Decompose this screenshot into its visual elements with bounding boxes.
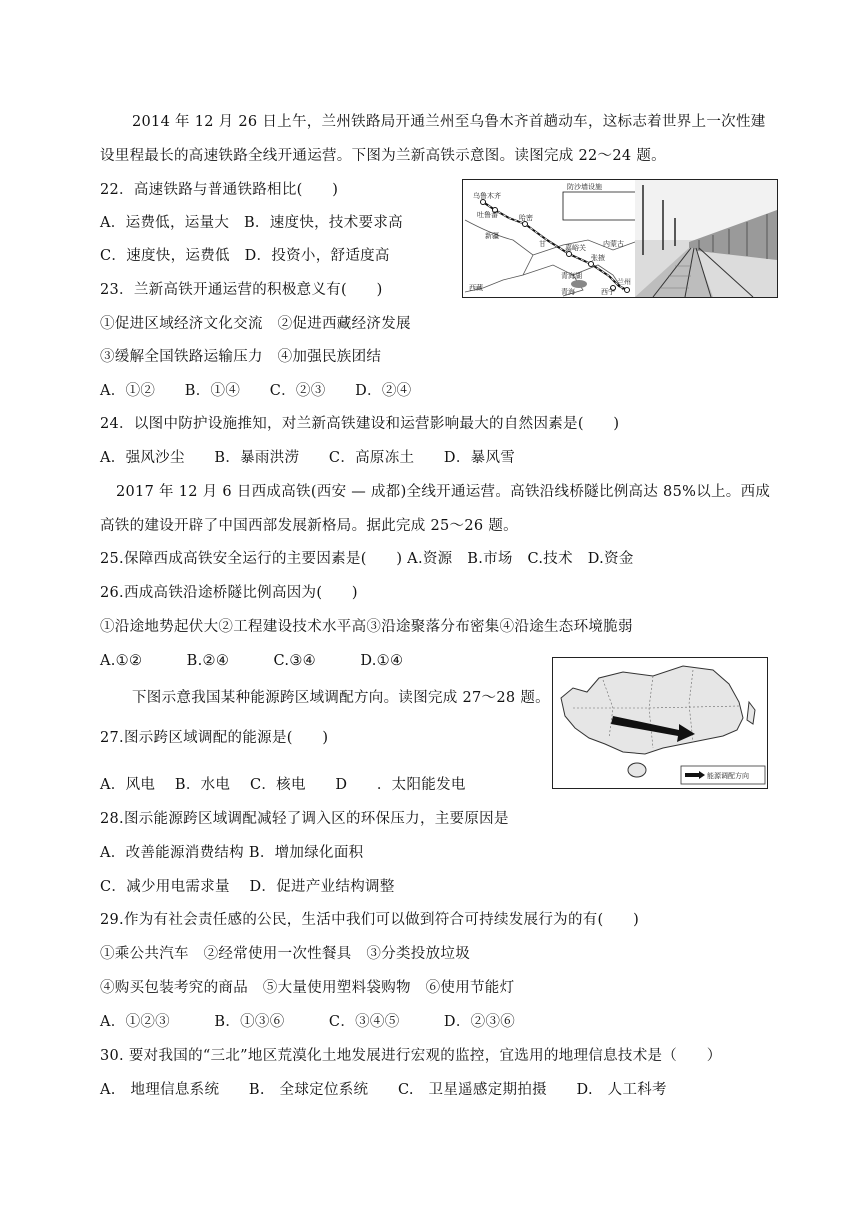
label-lanzhou: 兰州 bbox=[617, 278, 631, 286]
label-neimenggu: 内蒙古 bbox=[603, 240, 624, 248]
q28-options-1: A．改善能源消费结构 B．增加绿化面积 bbox=[100, 845, 364, 861]
q26-options-1: ①沿途地势起伏大②工程建设技术水平高③沿途聚落分布密集④沿途生态环境脆弱 bbox=[100, 619, 633, 635]
q23-options-3: A．①② B．①④ C．②③ D．②④ bbox=[100, 383, 412, 399]
q22-options-1: A．运费低，运量大 B．速度快，技术要求高 bbox=[100, 215, 403, 231]
q27-options: A．风电 B．水电 C．核电 D ．太阳能发电 bbox=[100, 777, 466, 793]
label-zhangye: 张掖 bbox=[591, 254, 605, 262]
q23-stem: 23．兰新高铁开通运营的积极意义有( ) bbox=[100, 282, 383, 298]
railway-photo bbox=[635, 180, 777, 297]
label-xining: 西宁 bbox=[601, 288, 615, 296]
q29-options-2: ④购买包装考究的商品 ⑤大量使用塑料袋购物 ⑥使用节能灯 bbox=[100, 980, 515, 996]
label-xinjiang: 新疆 bbox=[485, 232, 499, 240]
q30-options: A. 地理信息系统 B. 全球定位系统 C. 卫星遥感定期拍摄 D. 人工科考 bbox=[100, 1082, 667, 1098]
q28-options-2: C．减少用电需求量 D．促进产业结构调整 bbox=[100, 879, 395, 895]
q24-options: A．强风沙尘 B．暴雨洪涝 C．高原冻土 D．暴风雪 bbox=[100, 450, 516, 466]
q22-stem: 22．高速铁路与普通铁路相比( ) bbox=[100, 182, 339, 198]
label-qinghai: 青海 bbox=[561, 288, 575, 296]
label-urumqi: 乌鲁木齐 bbox=[473, 192, 501, 200]
label-gansu: 甘 bbox=[539, 240, 546, 248]
intro2-line-2: 高铁的建设开辟了中国西部发展新格局。据此完成 25～26 题。 bbox=[100, 518, 518, 534]
q28-stem: 28.图示能源跨区域调配减轻了调入区的环保压力，主要原因是 bbox=[100, 811, 509, 827]
label-turpan: 吐鲁番 bbox=[477, 211, 498, 219]
label-hami: 哈密 bbox=[519, 214, 533, 222]
q23-options-2: ③缓解全国铁路运输压力 ④加强民族团结 bbox=[100, 349, 382, 365]
intro2-line-1: 2017 年 12 月 6 日西成高铁(西安 — 成都)全线开通运营。高铁沿线桥隧比例高达 85%以上。西成 bbox=[116, 484, 771, 500]
lanxin-railway-figure bbox=[462, 179, 778, 298]
energy-transfer-map bbox=[552, 657, 768, 789]
label-jiayuguan: 嘉峪关 bbox=[565, 244, 586, 252]
legend-label: 能源调配方向 bbox=[707, 772, 749, 780]
q29-options-1: ①乘公共汽车 ②经常使用一次性餐具 ③分类投放垃圾 bbox=[100, 946, 470, 962]
intro-line-1: 2014 年 12 月 26 日上午，兰州铁路局开通兰州至乌鲁木齐首趟动车，这标志着世界上一次性建 bbox=[132, 114, 766, 130]
q24-stem: 24．以图中防护设施推知，对兰新高铁建设和运营影响最大的自然因素是( ) bbox=[100, 416, 620, 432]
q22-options-2: C．速度快，运费低 D．投资小，舒适度高 bbox=[100, 248, 390, 264]
map-legend bbox=[681, 766, 765, 784]
q29-options-3: A．①②③ B．①③⑥ C．③④⑤ D．②③⑥ bbox=[100, 1014, 516, 1030]
q26-options-2: A.①② B.②④ C.③④ D.①④ bbox=[100, 653, 404, 669]
intro-line-2: 设里程最长的高速铁路全线开通运营。下图为兰新高铁示意图。读图完成 22～24 题。 bbox=[100, 148, 666, 164]
q29-stem: 29.作为有社会责任感的公民，生活中我们可以做到符合可持续发展行为的有( ) bbox=[100, 912, 640, 928]
q27-stem: 27.图示跨区域调配的能源是( ) bbox=[100, 730, 329, 746]
q26-stem: 26.西成高铁沿途桥隧比例高因为( ) bbox=[100, 585, 358, 601]
label-fence: 防沙墙设施 bbox=[567, 183, 602, 191]
label-qinghaihu: 青海湖 bbox=[561, 272, 582, 280]
label-xizang: 西藏 bbox=[469, 284, 483, 292]
intro3-line-1: 下图示意我国某种能源跨区域调配方向。读图完成 27～28 题。 bbox=[132, 690, 550, 706]
q30-stem: 30. 要对我国的“三北”地区荒漠化土地发展进行宏观的监控，宜选用的地理信息技术是（ ） bbox=[100, 1048, 722, 1064]
q23-options-1: ①促进区域经济文化交流 ②促进西藏经济发展 bbox=[100, 316, 411, 332]
q25-stem: 25.保障西成高铁安全运行的主要因素是( ) A.资源 B.市场 C.技术 D.资金 bbox=[100, 551, 634, 567]
